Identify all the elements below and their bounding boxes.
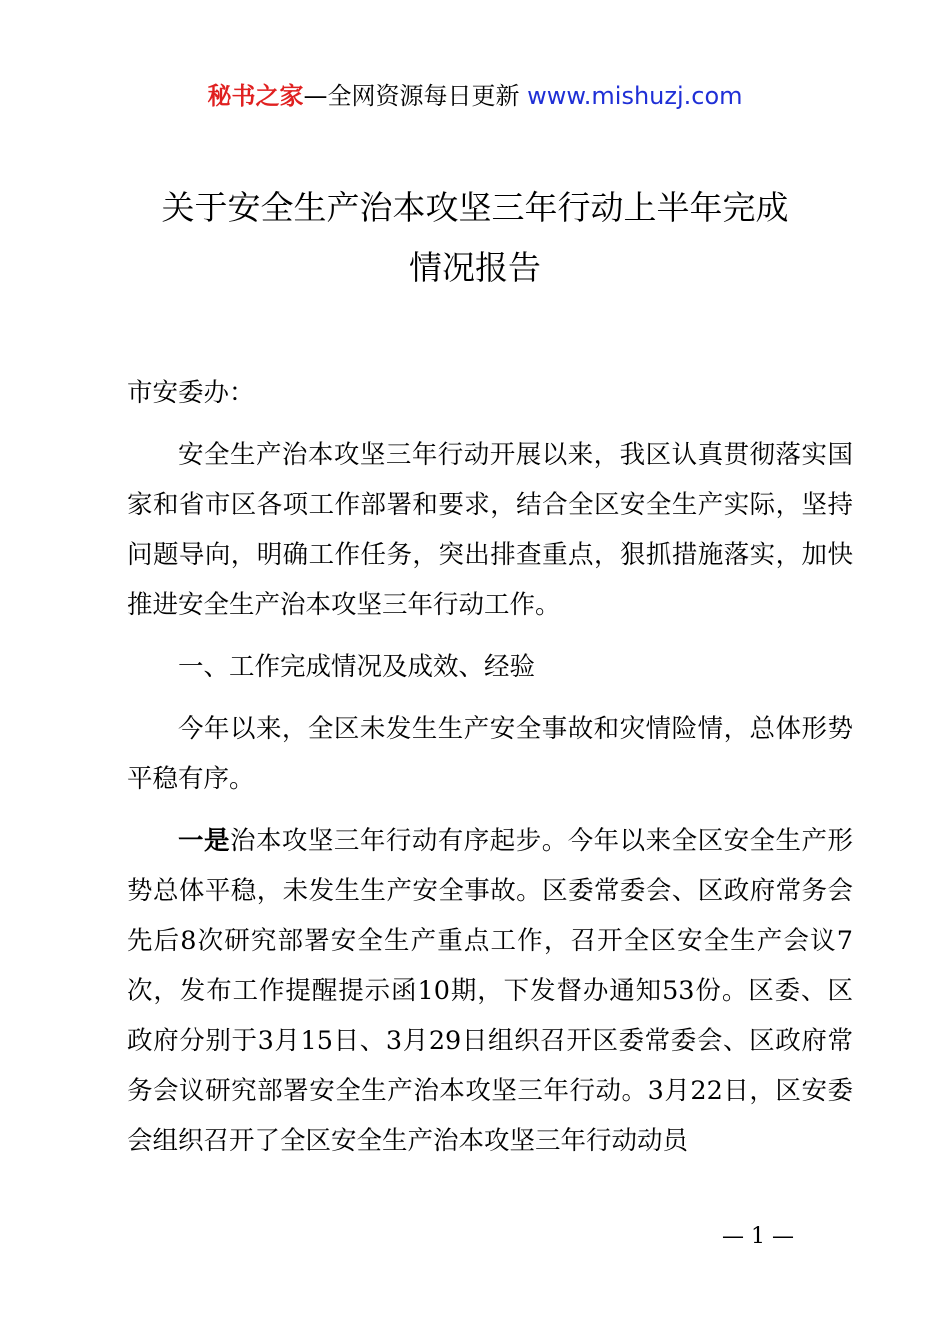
banner-tagline: —全网资源每日更新	[303, 82, 528, 110]
intro-paragraph: 安全生产治本攻坚三年行动开展以来，我区认真贯彻落实国家和省市区各项工作部署和要求，结合全区安全生产实际，坚持问题导向，明确工作任务，突出排查重点，狠抓措施落实，加快推进安全生产治本攻坚三年行动工作。	[127, 440, 853, 620]
text-run: 日、	[333, 1026, 386, 1056]
title-line-2: 情况报告	[409, 248, 541, 287]
number-run: 3	[385, 1026, 403, 1056]
title-line-1: 关于安全生产治本攻坚三年行动上半年完成	[161, 188, 789, 227]
document-title	[100, 178, 850, 298]
point-one-paragraph	[127, 816, 853, 1166]
site-url-link[interactable]: www.mishuzj.com	[527, 82, 743, 110]
salutation: 市安委办：	[127, 378, 255, 408]
text-run: 月	[663, 1076, 691, 1106]
number-run: 15	[300, 1026, 333, 1056]
number-run: 3	[647, 1076, 664, 1106]
overview-paragraph: 今年以来，全区未发生生产安全事故和灾情险情，总体形势平稳有序。	[127, 714, 853, 794]
number-run: 3	[257, 1026, 274, 1056]
brand-name: 秘书之家	[207, 82, 304, 110]
document-body	[127, 368, 853, 1166]
page-number: — 1 —	[722, 1224, 794, 1249]
number-run: 29	[428, 1026, 462, 1056]
number-run: 8	[180, 926, 197, 956]
site-banner	[0, 80, 950, 112]
text-run: 月	[402, 1026, 429, 1056]
number-run: 10	[417, 976, 450, 1006]
text-run: 期，下发督办通知	[449, 976, 663, 1006]
number-run: 22	[690, 1076, 723, 1106]
point-one-lead: 一是	[178, 826, 230, 856]
text-run: 日组织召开区委常委会、区政府常务会议研究部署安全生产治本攻坚三年行动。	[127, 1026, 853, 1106]
section-heading: 一、工作完成情况及成效、经验	[178, 652, 536, 682]
text-run: 月	[273, 1026, 301, 1056]
text-run: 日，区安委会组织召开了全区安全生产治本攻坚三年行动动员	[127, 1076, 853, 1156]
text-run: 份。区委、区政府分别于	[127, 976, 853, 1056]
number-run: 53	[662, 976, 695, 1006]
number-run: 7	[836, 926, 853, 956]
text-run: 次，发布工作提醒提示函	[127, 976, 418, 1006]
text-run: 次研究部署安全生产重点工作，召开全区安全生产会议	[196, 926, 837, 956]
text-run: 治本攻坚三年行动有序起步。今年以来全区安全生产形势总体平稳，未发生生产安全事故。区委常委会、区政府常务会先后	[127, 826, 853, 956]
